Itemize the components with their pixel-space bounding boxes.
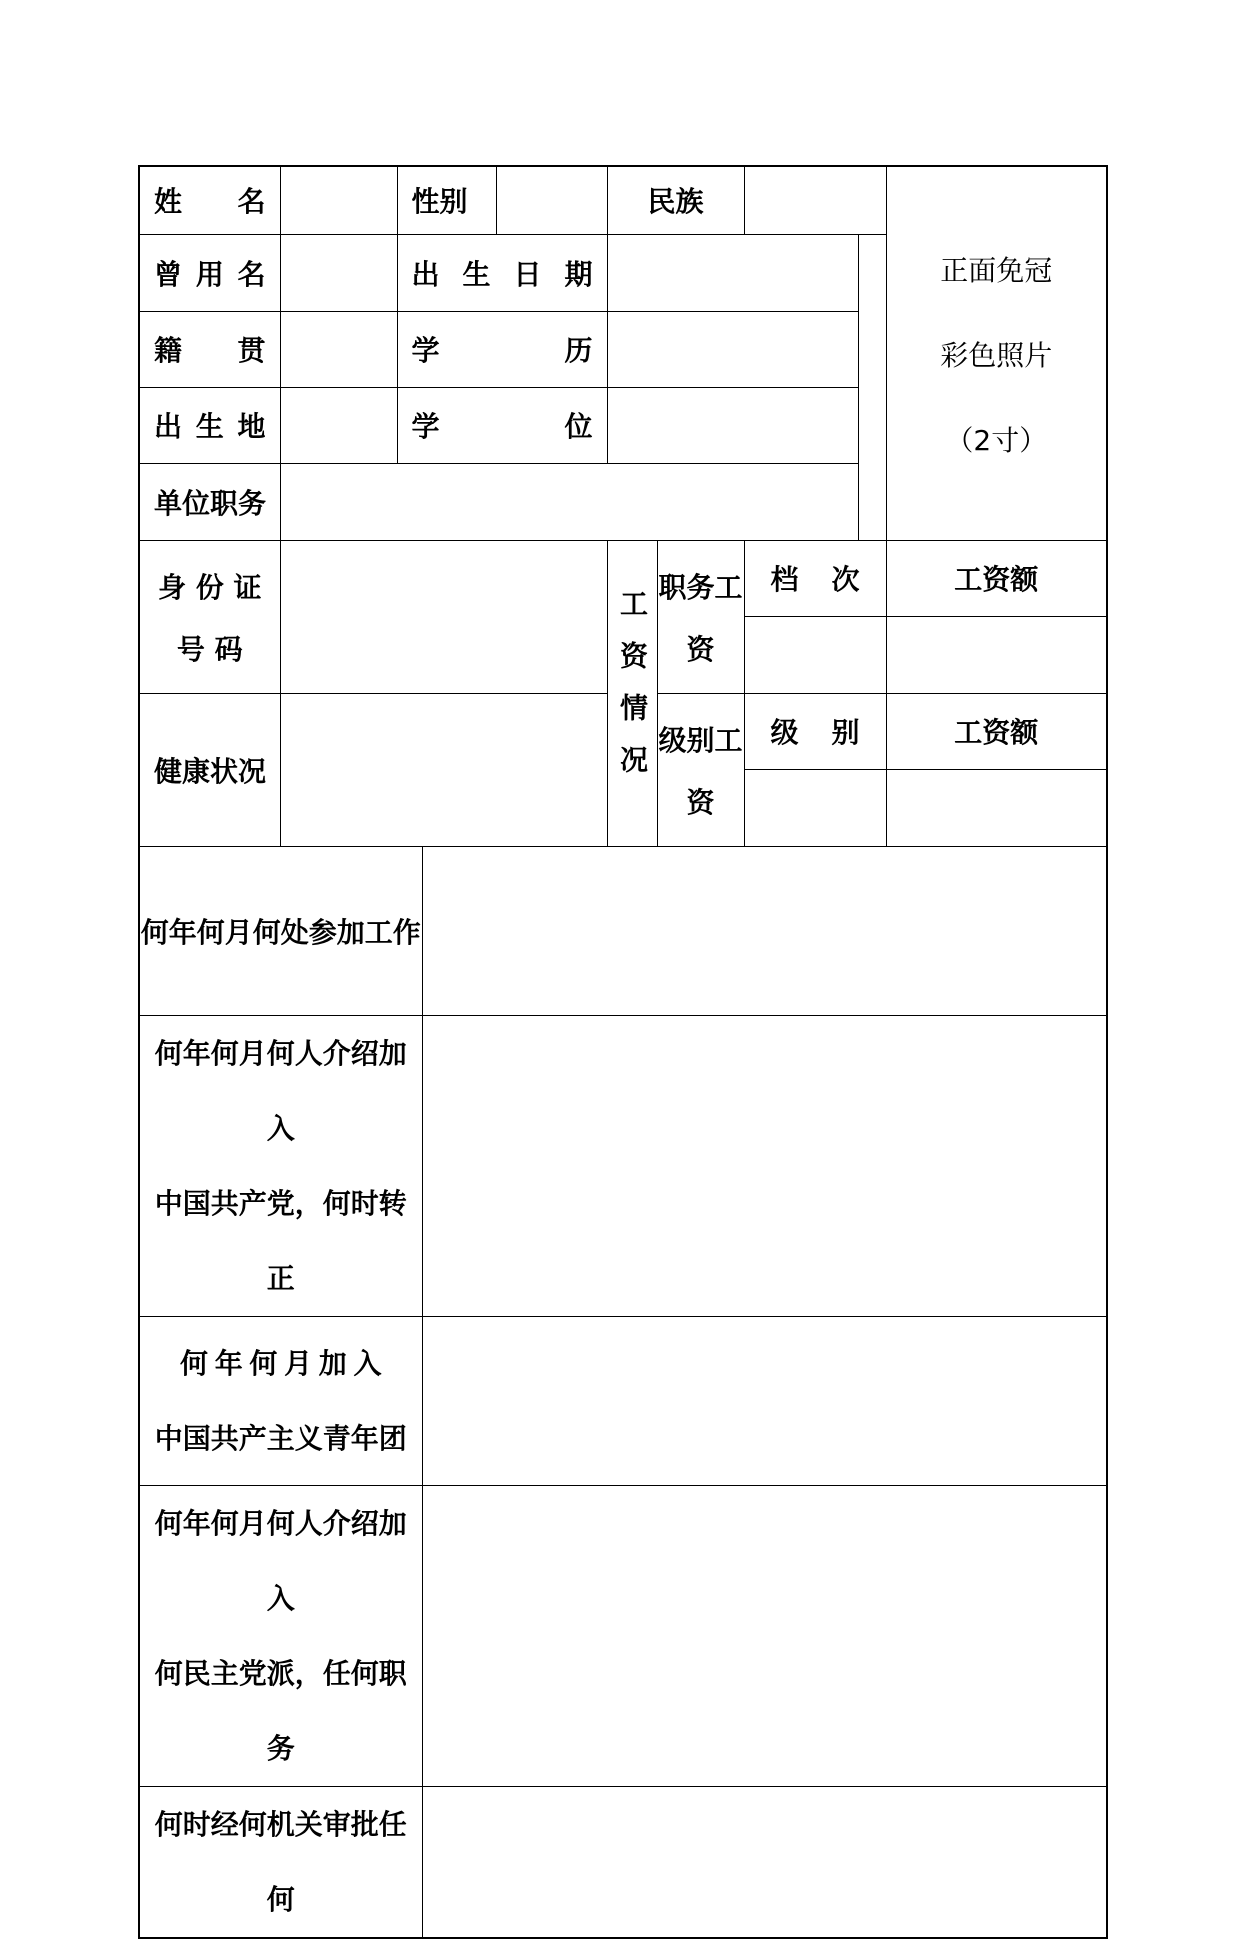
party-join-line-2: 中国共产党，何时转正 [154, 1186, 407, 1295]
education-label-cell [397, 311, 607, 387]
photo-line-1: 正面免冠 [940, 254, 1053, 287]
id-label-line-1 [140, 566, 280, 606]
work-start-label-cell [139, 846, 422, 1015]
id-number-value-cell[interactable] [280, 540, 607, 693]
name-label-char-2: 名 [237, 185, 266, 219]
unit-position-value-cell[interactable] [280, 463, 858, 540]
party-join-line-1: 何年何月何人介绍加入 [154, 1036, 407, 1145]
rank-label-cell [744, 693, 886, 769]
former-name-value-cell[interactable] [280, 234, 397, 311]
name-label [140, 180, 280, 220]
work-start-value-cell[interactable] [422, 846, 1107, 1015]
ethnicity-label-cell [607, 166, 744, 234]
grade-level-value-cell[interactable] [744, 616, 886, 693]
democratic-party-value-cell[interactable] [422, 1485, 1107, 1786]
league-join-label [140, 1326, 422, 1476]
id-label-char-3: 证 [233, 570, 262, 604]
approval-label [140, 1787, 422, 1937]
health-label-cell [139, 693, 280, 846]
rank-salary-line-1: 级别工 [658, 723, 743, 757]
ethnicity-value-cell[interactable] [744, 166, 886, 234]
rank-char-1: 级 [770, 716, 799, 749]
native-place-char-1: 籍 [154, 334, 183, 367]
education-label [398, 329, 607, 369]
salary-amount-label: 工资额 [954, 563, 1039, 596]
birthplace-label-cell [139, 387, 280, 463]
democratic-party-line-1: 何年何月何人介绍加入 [154, 1506, 407, 1615]
gender-value-cell[interactable] [496, 166, 607, 234]
name-value-cell[interactable] [280, 166, 397, 234]
degree-label-cell [397, 387, 607, 463]
birth-date-char-4: 期 [564, 257, 593, 291]
grade-level-label-cell [744, 540, 886, 616]
league-join-label-cell [139, 1316, 422, 1485]
salary-amount-label-cell-2 [886, 693, 1107, 769]
name-label-cell [139, 166, 280, 234]
birth-date-char-2: 生 [462, 257, 491, 291]
rank-value-cell[interactable] [744, 769, 886, 846]
native-place-label-cell [139, 311, 280, 387]
rank-salary-line-2: 资 [686, 785, 715, 819]
democratic-party-label [140, 1486, 422, 1786]
league-join-value-cell[interactable] [422, 1316, 1107, 1485]
gender-label: 性别 [411, 185, 468, 219]
league-join-char-3: 何 [249, 1346, 278, 1380]
native-place-label [140, 329, 280, 369]
league-join-line-2: 中国共产主义青年团 [154, 1421, 407, 1455]
league-join-char-2: 年 [214, 1346, 243, 1380]
former-name-char-1: 曾 [154, 257, 183, 291]
unit-position-label-cell [139, 463, 280, 540]
birth-date-label [398, 253, 607, 293]
salary-amount-label-cell [886, 540, 1107, 616]
gender-label-cell [397, 166, 496, 234]
id-label-char-4: 号 [176, 632, 205, 666]
democratic-party-line-2: 何民主党派，任何职务 [154, 1656, 407, 1765]
rank-salary-label-cell [657, 693, 744, 846]
id-label-line-2 [140, 628, 280, 668]
grade-level-char-1: 档 [770, 563, 799, 596]
degree-char-1: 学 [411, 410, 440, 443]
rank-label [745, 711, 886, 751]
birthplace-char-3: 地 [237, 410, 266, 443]
id-label-char-2: 份 [195, 570, 224, 604]
id-label-char-5: 码 [214, 632, 243, 666]
education-char-1: 学 [411, 334, 440, 367]
id-number-label-cell [139, 540, 280, 693]
photo-placeholder [887, 167, 1107, 459]
rank-char-2: 别 [831, 716, 860, 749]
grade-level-char-2: 次 [831, 563, 860, 596]
grade-level-label [745, 558, 886, 598]
former-name-label-cell [139, 234, 280, 311]
birthplace-value-cell[interactable] [280, 387, 397, 463]
unit-position-label: 单位职务 [154, 486, 267, 520]
work-start-label: 何年何月何处参加工作 [140, 915, 421, 949]
salary-amount-label-2: 工资额 [954, 716, 1039, 749]
health-label: 健康状况 [154, 754, 267, 788]
salary-section-label: 工资情况 [616, 589, 650, 797]
salary-section-label-cell [607, 540, 657, 846]
league-join-char-4: 月 [284, 1346, 313, 1380]
position-salary-label-cell [657, 540, 744, 693]
approval-label-cell [139, 1786, 422, 1938]
ethnicity-label: 民族 [647, 185, 704, 219]
league-join-char-1: 何 [180, 1346, 209, 1380]
league-join-char-6: 入 [353, 1346, 382, 1380]
degree-char-2: 位 [564, 410, 593, 443]
degree-value-cell[interactable] [607, 387, 858, 463]
former-name-label [140, 253, 280, 293]
birth-date-label-cell [397, 234, 607, 311]
approval-value-cell[interactable] [422, 1786, 1107, 1938]
democratic-party-label-cell [139, 1485, 422, 1786]
birth-date-value-cell[interactable] [607, 234, 858, 311]
education-value-cell[interactable] [607, 311, 858, 387]
birth-date-char-1: 出 [411, 257, 440, 291]
photo-line-3: （2寸） [945, 424, 1048, 457]
party-join-label-cell [139, 1015, 422, 1316]
birthplace-char-2: 生 [195, 410, 224, 443]
id-label-char-1: 身 [157, 570, 186, 604]
birthplace-char-1: 出 [154, 410, 183, 443]
id-number-label [140, 566, 280, 668]
former-name-char-3: 名 [237, 257, 266, 291]
registration-form-table [138, 165, 1108, 1939]
birth-date-char-3: 日 [513, 257, 542, 291]
native-place-value-cell[interactable] [280, 311, 397, 387]
position-salary-label [658, 566, 744, 668]
position-salary-line-2: 资 [686, 632, 715, 666]
photo-line-2: 彩色照片 [940, 339, 1053, 372]
health-value-cell[interactable] [280, 693, 607, 846]
party-join-label [140, 1016, 422, 1316]
league-join-line-1 [154, 1326, 408, 1401]
photo-cell[interactable] [886, 166, 1107, 540]
education-char-2: 历 [564, 334, 593, 367]
name-label-char-1: 姓 [154, 185, 183, 219]
native-place-char-2: 贯 [237, 334, 266, 367]
league-join-char-5: 加 [318, 1346, 347, 1380]
salary-amount-value-cell[interactable] [886, 616, 1107, 693]
rank-salary-label [658, 719, 744, 821]
position-salary-line-1: 职务工 [658, 570, 743, 604]
approval-line-1: 何时经何机关审批任何 [154, 1807, 407, 1916]
degree-label [398, 405, 607, 445]
former-name-char-2: 用 [195, 257, 224, 291]
party-join-value-cell[interactable] [422, 1015, 1107, 1316]
salary-amount-value-cell-2[interactable] [886, 769, 1107, 846]
birthplace-label [140, 405, 280, 445]
